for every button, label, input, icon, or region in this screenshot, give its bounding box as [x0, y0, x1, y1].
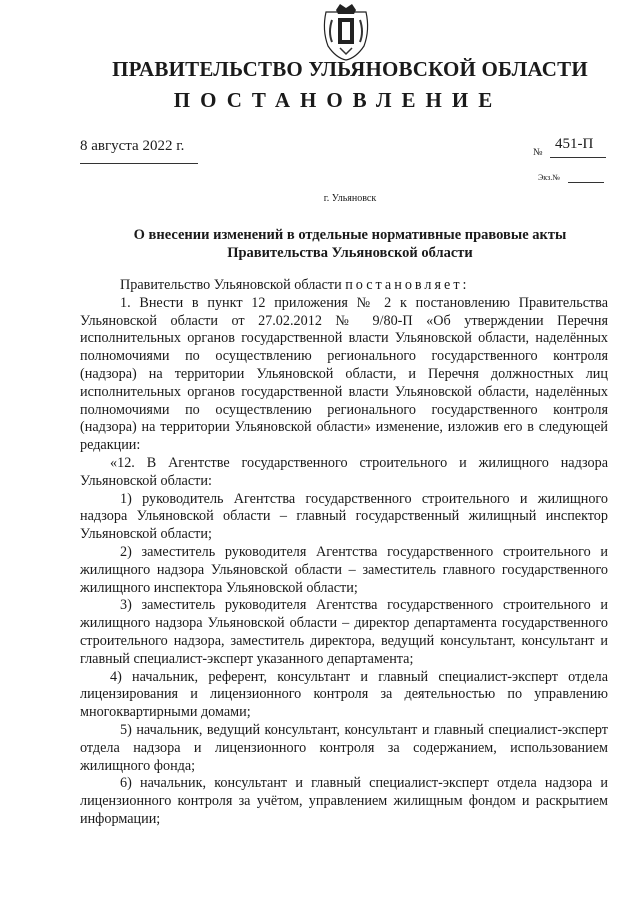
body-paragraph: 3) заместитель руководителя Агентства государственного строительного и жилищного надзора Ульяновской области – директор департамента государственного строительного надзора, заместитель директора, ведущий консультант, консультант и главный специалист-эксперт указанного департамента; — [80, 597, 608, 667]
document-type-title: ПОСТАНОВЛЕНИЕ — [173, 88, 503, 112]
intro-paragraph — [80, 277, 608, 295]
document-heading — [0, 226, 640, 262]
body-paragraph: 6) начальник, консультант и главный специалист-эксперт отдела надзора и лицензионного контроля за учётом, управлением жилищным фондом и раскрытием информации; — [80, 775, 608, 827]
coat-of-arms-emblem — [318, 2, 374, 62]
body-paragraph: 2) заместитель руководителя Агентства государственного строительного и жилищного надзора Ульяновской области – заместитель главного государственного жилищного инспектора Ульяновской области; — [80, 543, 608, 596]
date-underline — [80, 163, 198, 164]
body-paragraph: «12. В Агентстве государственного строительного и жилищного надзора Ульяновской области: — [80, 454, 608, 489]
heading-line-2: Правительства Ульяновской области — [227, 245, 473, 261]
body-paragraph: 1) руководитель Агентства государственного строительного и жилищного надзора Ульяновской области – главный государственный жилищный инспектор Ульяновской области; — [80, 490, 608, 543]
copy-number-label: Экз.№ — [538, 173, 560, 182]
document-date: 8 августа 2022 г. — [80, 138, 185, 154]
document-body — [80, 277, 608, 829]
body-paragraph: 1. Внести в пункт 12 приложения № 2 к постановлению Правительства Ульяновской области от 27.02.2012 № 9/80-П «Об утверждении Перечня исполнительных органов государственной власти Ульяновской области, наделённых полномочиями по осуществлению регионального государственного контроля (надзора) на территории Ульяновской области, и Перечня должностных лиц исполнительных органов государственной власти Ульяновской области, наделённых полномочиями по осуществлению регионального государственного контроля (надзора) на территории Ульяновской области» изменение, изложив его в следующей редакции: — [80, 294, 608, 454]
city-name: г. Ульяновск — [323, 193, 377, 204]
body-paragraph: 5) начальник, ведущий консультант, консультант и главный специалист-эксперт отдела надзора и лицензионного контроля за содержанием, использованием жилищного фонда; — [80, 721, 608, 774]
body-paragraph: 4) начальник, референт, консультант и главный специалист-эксперт отдела лицензирования и лицензионного контроля за деятельностью по управлению многоквартирными домами; — [80, 668, 608, 721]
heading-line-1: О внесении изменений в отдельные нормативные правовые акты — [133, 227, 567, 243]
intro-prefix: Правительство Ульяновской области — [120, 277, 342, 293]
government-title: ПРАВИТЕЛЬСТВО УЛЬЯНОВСКОЙ ОБЛАСТИ — [112, 57, 588, 81]
number-underline — [550, 157, 606, 158]
copy-number-underline — [568, 182, 604, 183]
number-label: № — [533, 147, 543, 158]
document-number: 451-П — [555, 136, 594, 152]
intro-resolves: постановляет: — [345, 277, 470, 293]
